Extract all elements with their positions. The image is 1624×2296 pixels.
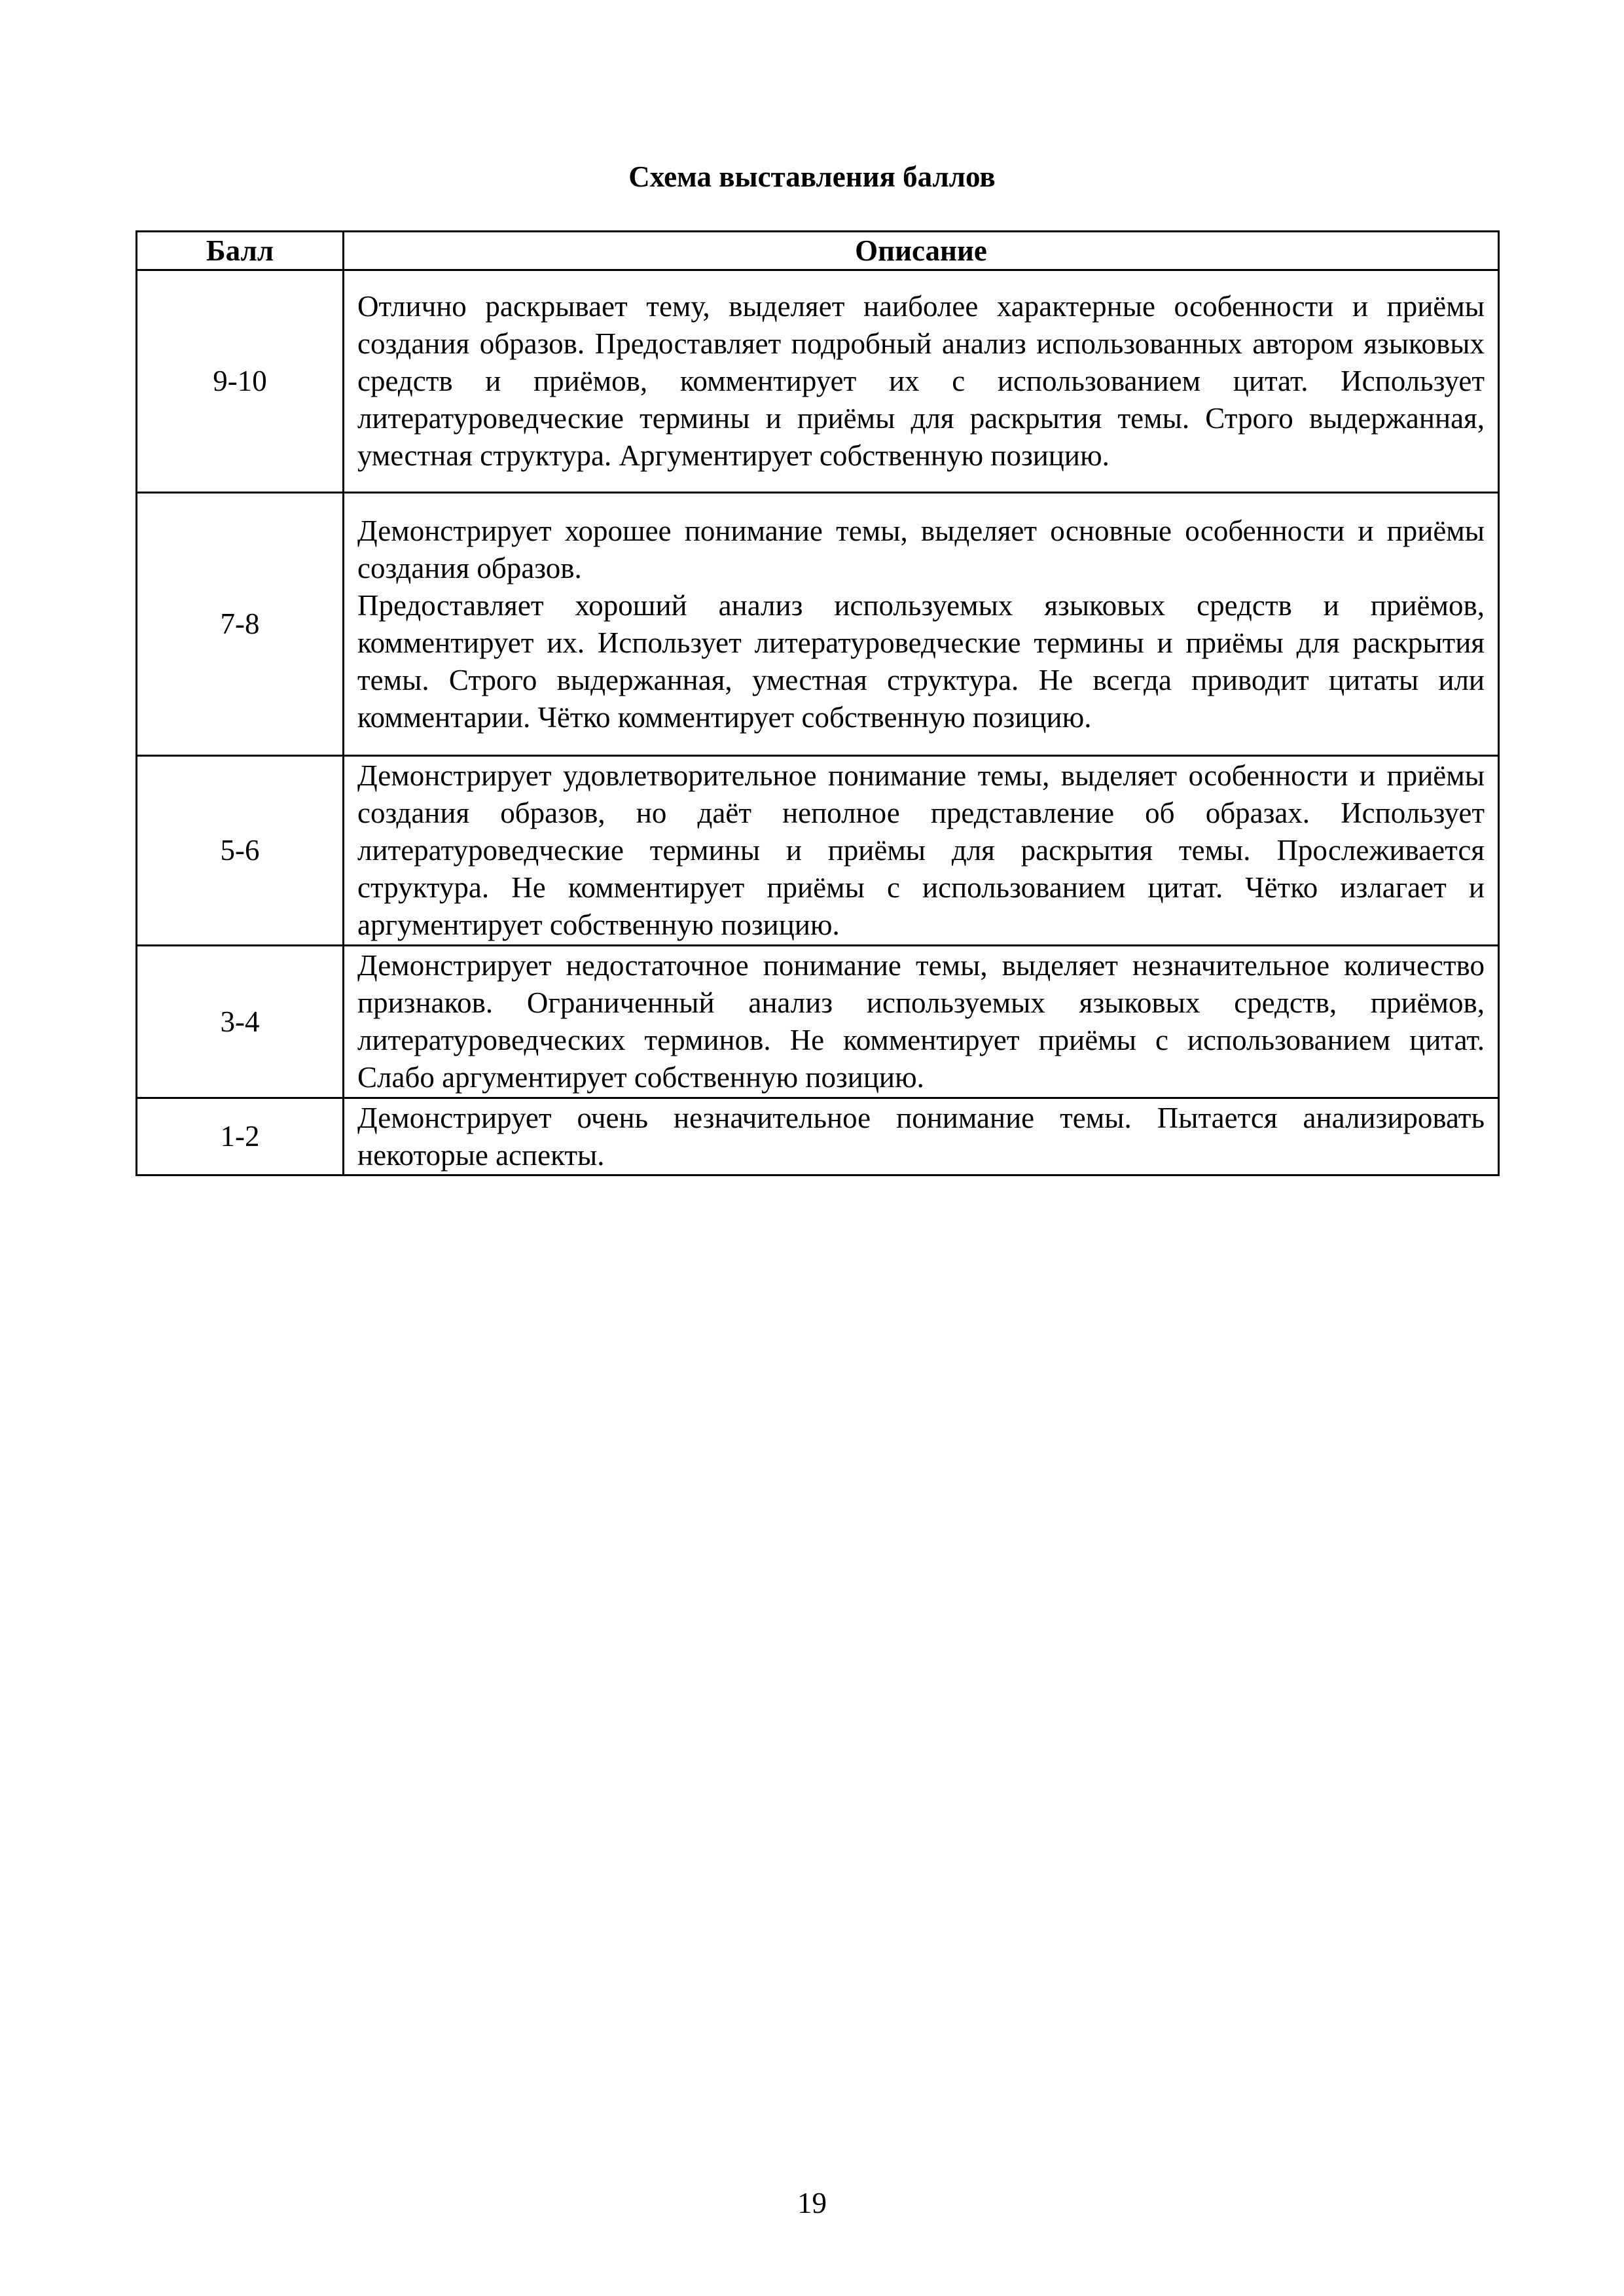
table-row [137,493,1499,756]
header-description: Описание [344,232,1499,270]
score-cell: 3-4 [137,946,344,1098]
description-paragraph: Демонстрирует хорошее понимание темы, выделяет основные особенности и приёмы создания образов. [357,514,1485,584]
table-row [137,1098,1499,1175]
description-paragraph: Демонстрирует очень незначительное понимание темы. Пытается анализировать некоторые аспекты. [357,1101,1485,1172]
description-cell [344,1098,1499,1175]
table-row [137,756,1499,946]
description-cell [344,946,1499,1098]
score-cell: 9-10 [137,270,344,493]
score-cell: 1-2 [137,1098,344,1175]
description-cell [344,756,1499,946]
description-paragraph: Демонстрирует удовлетворительное понимание темы, выделяет особенности и приёмы создания образов, но даёт неполное представление об образах. Использует литературоведческие термины и приёмы для раскрытия темы. Прослеживается структура. Не комментирует приёмы с использованием цитат. Чётко излагает и аргументирует собственную позицию. [357,759,1485,941]
header-score: Балл [137,232,344,270]
table-row [137,946,1499,1098]
page-title: Схема выставления баллов [628,160,996,193]
table-row [137,270,1499,493]
description-paragraph: Демонстрирует недостаточное понимание темы, выделяет незначительное количество признаков. Ограниченный анализ используемых языковых средств, приёмов, литературоведческих терминов. Не комментирует приёмы с использованием цитат. Слабо аргументирует собственную позицию. [357,949,1485,1094]
page-number: 19 [797,2187,827,2219]
score-cell: 7-8 [137,493,344,756]
scoring-table [135,230,1500,1176]
description-cell [344,270,1499,493]
description-cell [344,493,1499,756]
score-cell: 5-6 [137,756,344,946]
description-paragraph: Отлично раскрывает тему, выделяет наиболее характерные особенности и приёмы создания образов. Предоставляет подробный анализ использованных автором языковых средств и приёмов, комментирует их с использованием цитат. Использует литературоведческие термины и приёмы для раскрытия темы. Строго выдержанная, уместная структура. Аргументирует собственную позицию. [357,290,1485,472]
description-paragraph: Предоставляет хороший анализ используемых языковых средств и приёмов, комментирует их. Использует литературоведческие термины и приёмы для раскрытия темы. Строго выдержанная, уместная структура. Не всегда приводит цитаты или комментарии. Чётко комментирует собственную позицию. [357,588,1485,734]
table-header-row [137,232,1499,270]
